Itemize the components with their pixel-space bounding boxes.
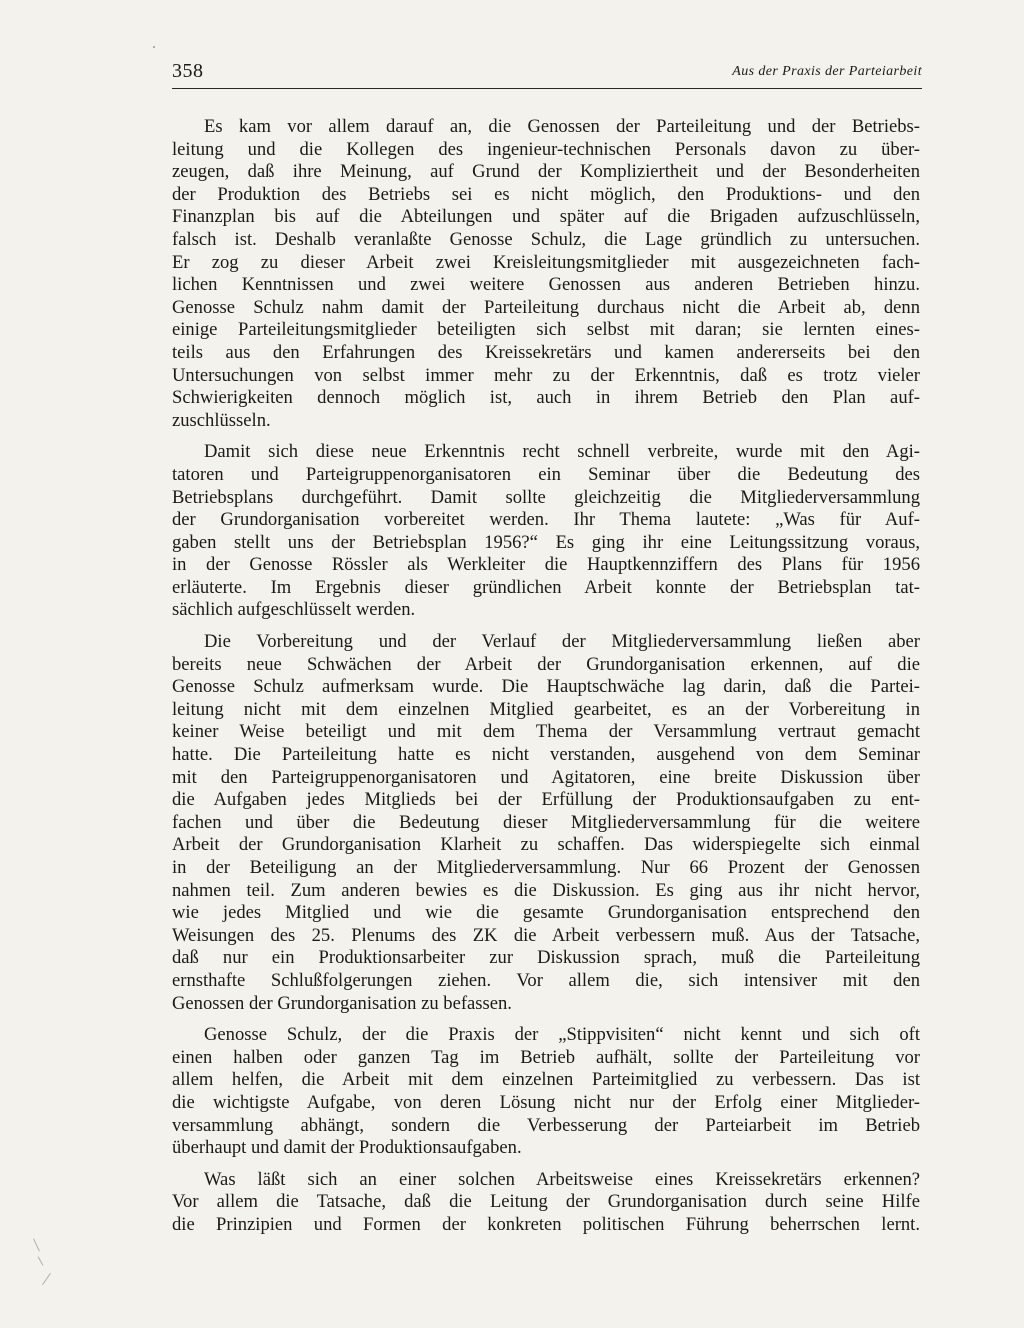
text-line: Betriebsplans durchgeführt. Damit sollte gleichzeitig die Mitgliederversammlung [172,486,920,508]
text-line: Er zog zu dieser Arbeit zwei Kreisleitungsmitglieder mit ausgezeichneten fach- [172,251,920,273]
text-line: die wichtigste Aufgabe, von deren Lösung nicht nur der Erfolg einer Mitglieder- [172,1091,920,1113]
text-line: Damit sich diese neue Erkenntnis recht schnell verbreite, wurde mit den Agi- [204,441,920,463]
text-line: keiner Weise beteiligt und mit dem Thema der Versammlung vertraut gemacht [172,721,920,743]
text-line: gaben stellt uns der Betriebsplan 1956?“ Es ging ihr eine Leitungssitzung voraus, [172,531,920,553]
text-line: fachen und über die Bedeutung dieser Mitgliederversammlung für die weitere [172,811,920,833]
body-text [172,116,920,1246]
text-line: teils aus den Erfahrungen des Kreissekretärs und kamen andererseits bei den [172,341,920,363]
text-line: Genosse Schulz aufmerksam wurde. Die Hauptschwäche lag darin, daß die Partei- [172,676,920,698]
text-line: in der Beteiligung an der Mitgliederversammlung. Nur 66 Prozent der Genossen [172,857,920,878]
text-line: zeugen, daß ihre Meinung, auf Grund der Kompliziertheit und der Besonderheiten [172,161,920,183]
text-line: versammlung abhängt, sondern die Verbesserung der Parteiarbeit im Betrieb [172,1114,920,1136]
text-line: Arbeit der Grundorganisation Klarheit zu schaffen. Das widerspiegelte sich einmal [172,834,920,856]
text-line: bereits neue Schwächen der Arbeit der Grundorganisation erkennen, auf die [172,653,920,675]
text-line: der Grundorganisation vorbereitet werden. Ihr Thema lautete: „Was für Auf- [172,509,920,531]
text-line: leitung und die Kollegen des ingenieur-technischen Personals davon zu über- [172,138,920,160]
text-line: Die Vorbereitung und der Verlauf der Mitgliederversammlung ließen aber [204,631,920,653]
text-line: zuschlüsseln. [172,409,271,431]
paragraph-5 [172,1169,920,1237]
text-line: Es kam vor allem darauf an, die Genossen der Parteileitung und der Betriebs- [204,116,920,137]
text-line: falsch ist. Deshalb veranlaßte Genosse Schulz, die Lage gründlich zu untersuchen. [172,228,920,250]
text-line: wie jedes Mitglied und wie die gesamte Grundorganisation entsprechend den [172,902,920,924]
paragraph-2 [172,441,920,622]
text-line: die Prinzipien und Formen der konkreten politischen Führung beherrschen lernt. [172,1213,920,1235]
running-head: Aus der Praxis der Parteiarbeit [732,64,922,79]
paragraph-3 [172,631,920,1015]
text-line: allem helfen, die Arbeit mit dem einzelnen Parteimitglied zu verbessern. Das ist [172,1069,920,1091]
page-header [172,58,922,89]
text-line: Genosse Schulz nahm damit der Parteileitung durchaus nicht die Arbeit ab, denn [172,296,920,318]
text-line: einige Parteileitungsmitglieder beteiligten sich selbst mit daran; sie lernten eines- [172,319,920,341]
text-line: erläuterte. Im Ergebnis dieser gründlichen Arbeit konnte der Betriebsplan tat- [172,576,920,598]
paragraph-1 [172,116,920,432]
text-line: Genosse Schulz, der die Praxis der „Stippvisiten“ nicht kennt und sich oft [204,1024,920,1046]
text-line: Genossen der Grundorganisation zu befassen. [172,992,512,1014]
paragraph-4 [172,1024,920,1160]
text-line: hatte. Die Parteileitung hatte es nicht verstanden, ausgehend von dem Seminar [172,744,920,766]
text-line: tatoren und Parteigruppenorganisatoren ein Seminar über die Bedeutung des [172,463,920,485]
text-line: überhaupt und damit der Produktionsaufgaben. [172,1137,522,1159]
text-line: nahmen teil. Zum anderen bewies es die Diskussion. Es ging aus ihr nicht hervor, [172,879,920,901]
text-line: in der Genosse Rössler als Werkleiter die Hauptkennziffern des Plans für 1956 [172,554,920,576]
text-line: leitung nicht mit dem einzelnen Mitglied gearbeitet, es an der Vorbereitung in [172,698,920,720]
scan-speck [38,1256,44,1265]
page-number: 358 [172,60,204,82]
text-line: daß nur ein Produktionsarbeiter zur Diskussion sprach, muß die Parteileitung [172,947,920,969]
text-line: Finanzplan bis auf die Abteilungen und später auf die Brigaden aufzuschlüsseln, [172,206,920,228]
scan-speck [33,1238,40,1251]
text-line: ernsthafte Schlußfolgerungen ziehen. Vor allem die, sich intensiver mit den [172,969,920,991]
scan-speck [153,46,155,48]
text-line: Schwierigkeiten dennoch möglich ist, auch in ihrem Betrieb den Plan auf- [172,387,920,409]
text-line: lichen Kenntnissen und zwei weitere Genossen aus anderen Betrieben hinzu. [172,274,920,296]
text-line: die Aufgaben jedes Mitglieds bei der Erfüllung der Produktionsaufgaben zu ent- [172,789,920,811]
text-line: Was läßt sich an einer solchen Arbeitsweise eines Kreissekretärs erkennen? [204,1168,920,1190]
scan-speck [42,1273,51,1285]
text-line: Vor allem die Tatsache, daß die Leitung der Grundorganisation durch seine Hilfe [172,1191,920,1213]
text-line: der Produktion des Betriebs sei es nicht möglich, den Produktions- und den [172,183,920,205]
text-line: mit den Parteigruppenorganisatoren und Agitatoren, eine breite Diskussion über [172,766,920,788]
text-line: Weisungen des 25. Plenums des ZK die Arbeit verbessern muß. Aus der Tatsache, [172,924,920,946]
text-line: einen halben oder ganzen Tag im Betrieb aufhält, sollte der Parteileitung vor [172,1046,920,1068]
text-line: sächlich aufgeschlüsselt werden. [172,599,416,621]
text-line: Untersuchungen von selbst immer mehr zu der Erkenntnis, daß es trotz vieler [172,364,920,386]
